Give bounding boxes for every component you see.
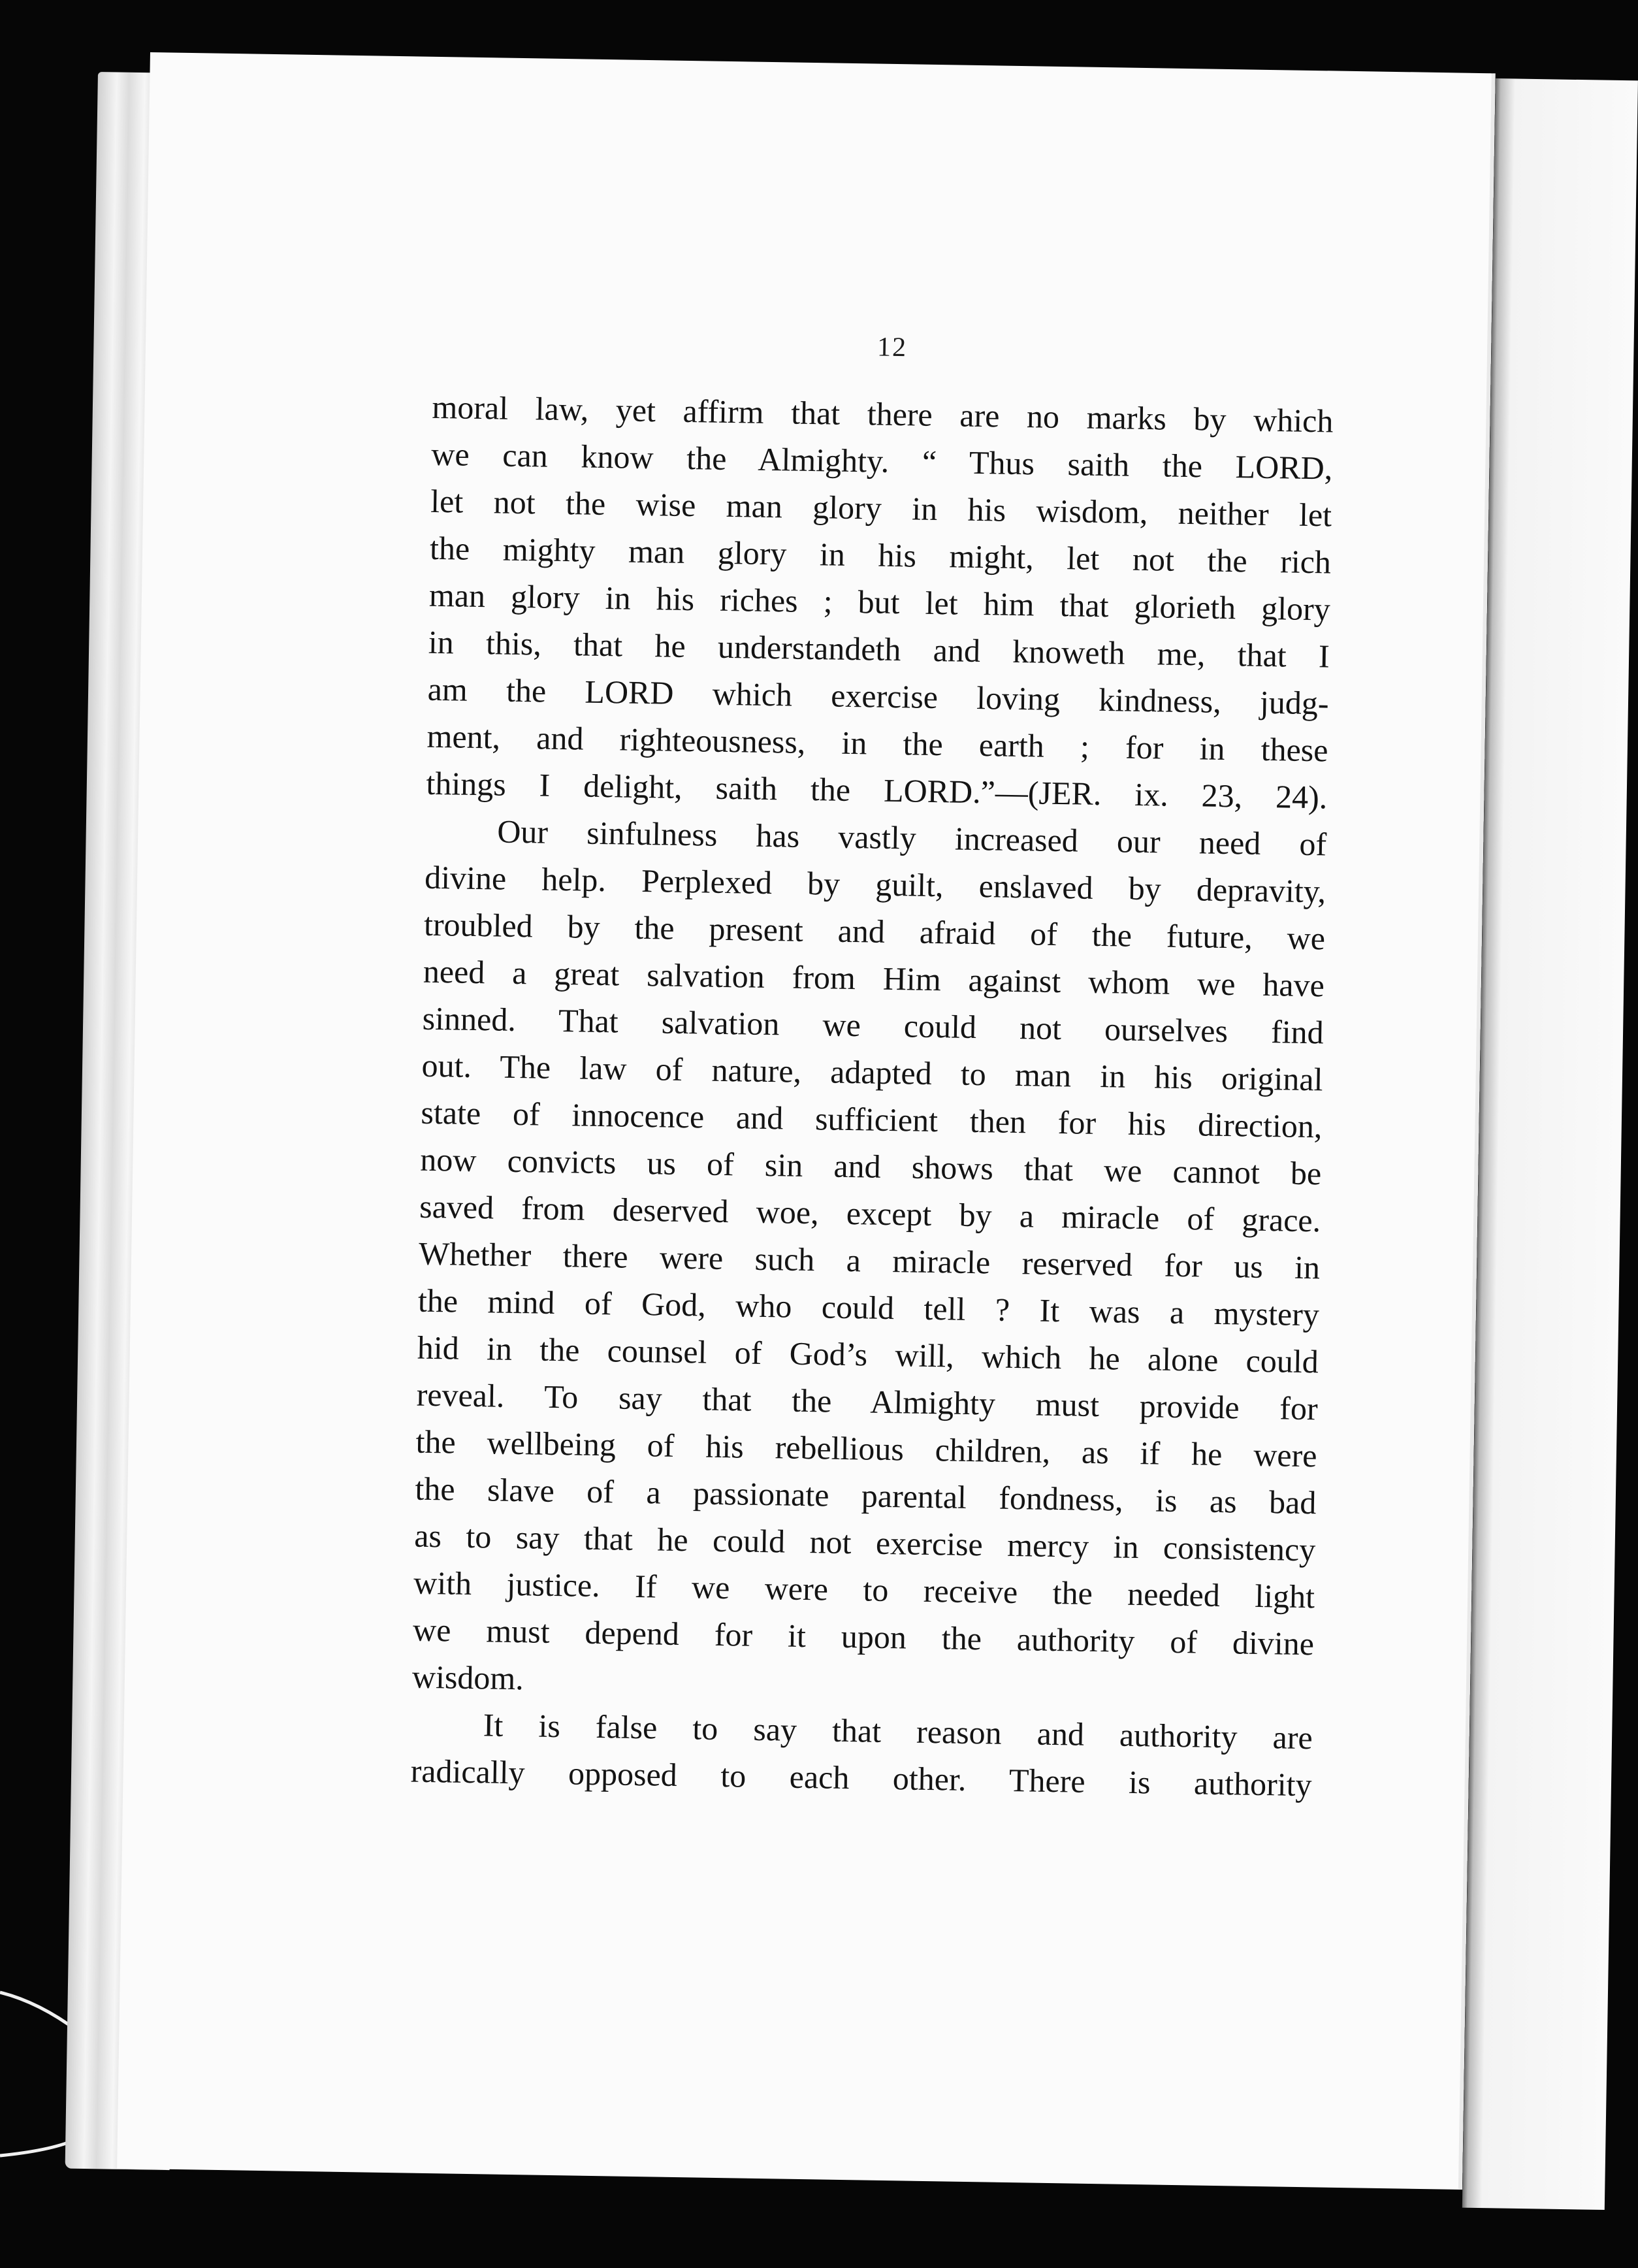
text-line: sinned. That salvation we could not ourselves find — [422, 999, 1325, 1051]
text-line: Whether there were such a miracle reserved for us in — [418, 1235, 1321, 1286]
text-line: the slave of a passionate parental fondness, is as bad — [415, 1470, 1317, 1521]
text-line: let not the wise man glory in his wisdom, neither let — [430, 482, 1332, 534]
text-line: radically opposed to each other. There is authority — [410, 1752, 1312, 1804]
text-line: am the LORD which exercise loving kindness, judg- — [427, 670, 1330, 722]
paragraph-3 — [410, 1700, 1313, 1809]
text-line: things I delight, saith the LORD.”—(JER. ix. 23, 24). — [426, 764, 1328, 816]
text-line: reveal. To say that the Almighty must provide for — [416, 1376, 1319, 1427]
text-line: we can know the Almighty. “ Thus saith the LORD, — [430, 435, 1333, 487]
paragraph-1 — [426, 383, 1334, 821]
text-line: It is false to say that reason and authority are — [483, 1706, 1313, 1757]
text-line: in this, that he understandeth and knoweth me, that I — [428, 623, 1330, 675]
text-line: man glory in his riches ; but let him that glorieth glory — [428, 576, 1331, 628]
text-line: the wellbeing of his rebellious children, as if he were — [415, 1423, 1317, 1474]
text-line: with justice. If we were to receive the needed light — [413, 1564, 1315, 1615]
text-line: moral law, yet affirm that there are no marks by which — [432, 388, 1334, 440]
text-line: now convicts us of sin and shows that we cannot be — [419, 1141, 1322, 1192]
body-text — [410, 383, 1334, 1808]
text-line: hid in the counsel of God’s will, which he alone could — [417, 1329, 1319, 1380]
text-line: as to say that he could not exercise mercy in consistency — [413, 1517, 1316, 1568]
text-line: we must depend for it upon the authority of divine — [412, 1611, 1315, 1662]
text-line: wisdom. — [411, 1658, 524, 1697]
paragraph-2 — [411, 807, 1326, 1715]
text-line: out. The law of nature, adapted to man in his original — [421, 1046, 1323, 1098]
page-number: 12 — [876, 332, 908, 363]
text-line: Our sinfulness has vastly increased our need of — [496, 813, 1327, 863]
book-page — [117, 52, 1496, 2190]
text-line: divine help. Perplexed by guilt, enslaved by depravity, — [424, 858, 1326, 910]
text-line: the mighty man glory in his might, let not the rich — [429, 529, 1332, 581]
text-line: need a great salvation from Him against whom we have — [423, 952, 1325, 1004]
text-line: saved from deserved woe, except by a miracle of grace. — [419, 1188, 1321, 1239]
text-line: ment, and righteousness, in the earth ; for in these — [426, 717, 1328, 769]
text-line: state of innocence and sufficient then for his direction, — [421, 1094, 1323, 1145]
text-line: troubled by the present and afraid of the future, we — [423, 905, 1326, 957]
text-line: the mind of God, who could tell ? It was a mystery — [417, 1282, 1320, 1333]
